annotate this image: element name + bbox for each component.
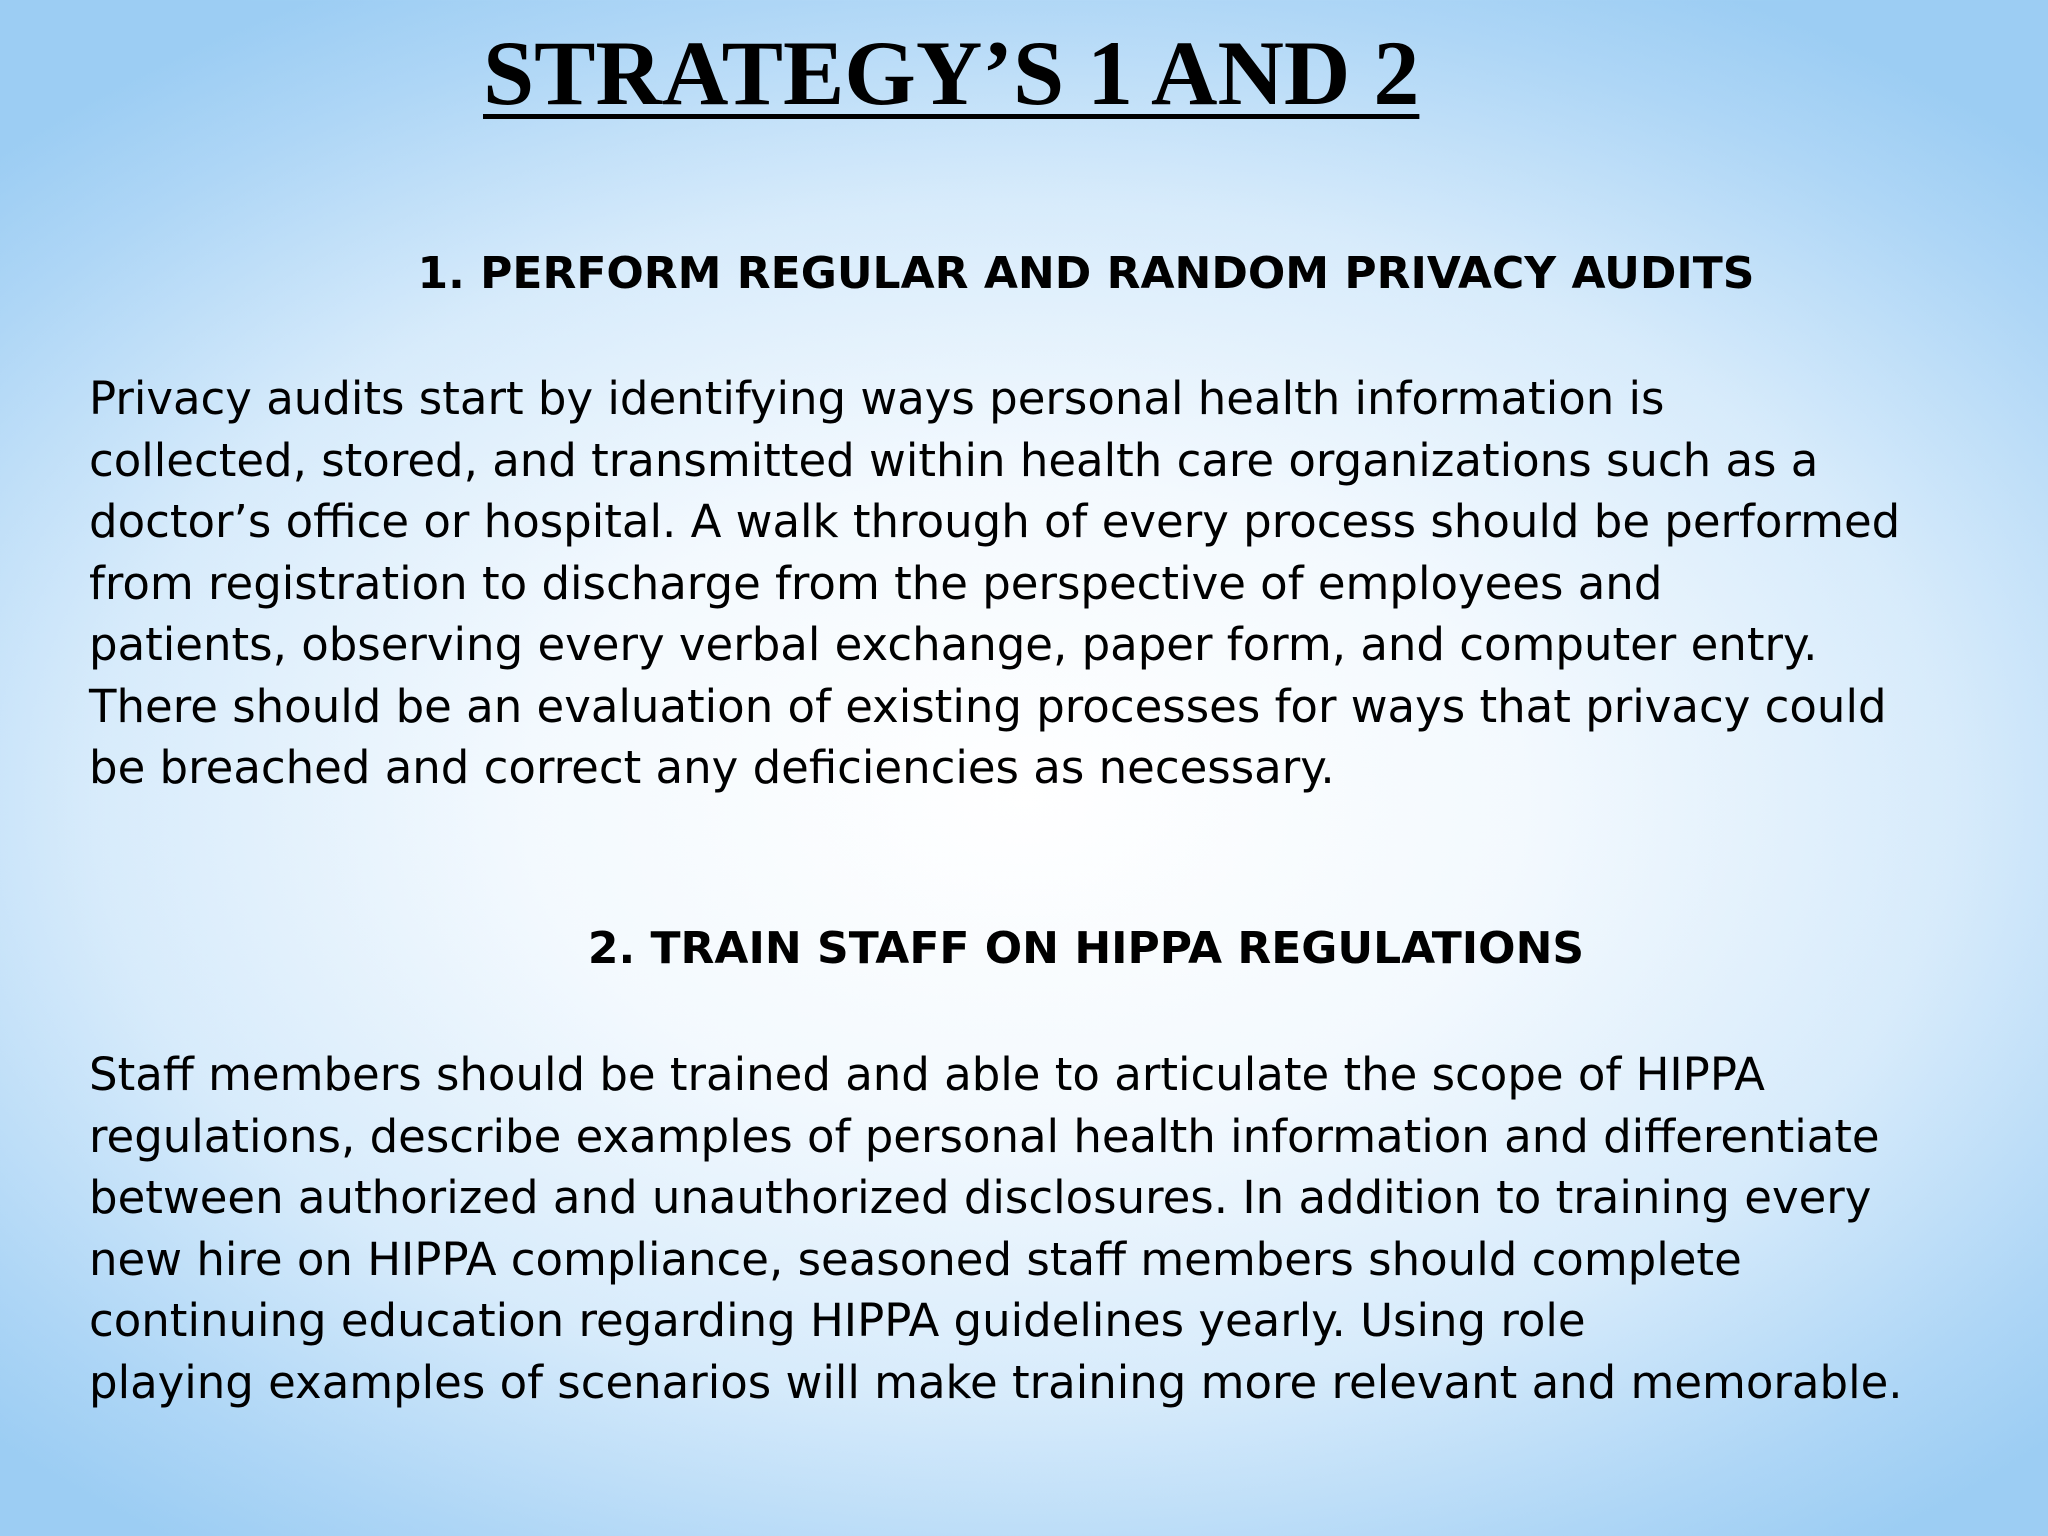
body-line: Staff members should be trained and able to articulate the scope of HIPPA — [89, 1048, 1765, 1101]
body-line: There should be an evaluation of existing processes for ways that privacy could — [89, 679, 1887, 733]
body-line: Privacy audits start by identifying ways personal health information is — [89, 372, 1665, 425]
section-heading-1: 1. PERFORM REGULAR AND RANDOM PRIVACY AUDITS — [417, 248, 1755, 299]
body-line: be breached and correct any deficiencies as necessary. — [89, 741, 1335, 794]
body-line: from registration to discharge from the perspective of employees and — [89, 556, 1663, 610]
body-line: patients, observing every verbal exchange, paper form, and computer entry. — [89, 618, 1818, 671]
body-line: doctor’s office or hospital. A walk through of every process should be performed — [89, 495, 1901, 548]
body-line: continuing education regarding HIPPA guidelines yearly. Using role — [89, 1294, 1586, 1347]
section-body-1 — [89, 368, 2009, 799]
section-heading-2: 2. TRAIN STAFF ON HIPPA REGULATIONS — [587, 923, 1585, 974]
body-line: between authorized and unauthorized disclosures. In addition to training every — [89, 1171, 1872, 1224]
body-line: playing examples of scenarios will make training more relevant and memorable. — [89, 1355, 1903, 1409]
body-line: new hire on HIPPA compliance, seasoned staff members should complete — [89, 1232, 1742, 1286]
section-body-2 — [89, 1044, 2009, 1413]
body-line: collected, stored, and transmitted within health care organizations such as a — [89, 433, 1819, 487]
body-line: regulations, describe examples of personal health information and differentiate — [89, 1109, 1880, 1163]
slide-title: STRATEGY’S 1 AND 2 — [483, 22, 1420, 124]
